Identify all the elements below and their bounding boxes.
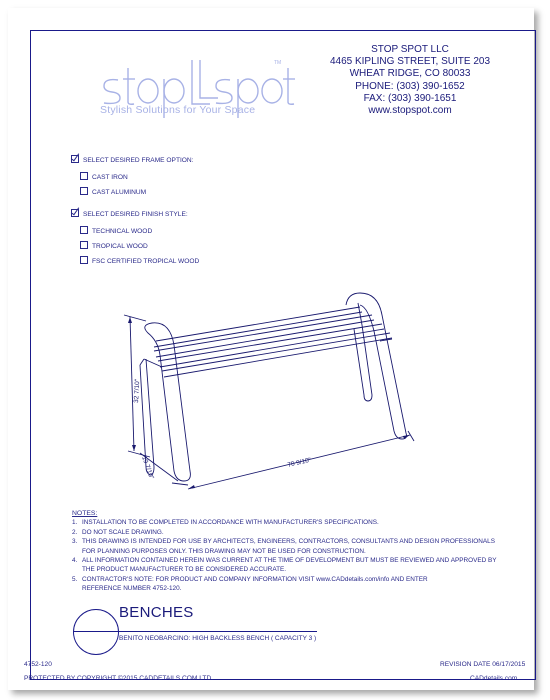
finish-style-heading[interactable]: SELECT DESIRED FINISH STYLE: — [71, 209, 188, 218]
trademark-mark: TM — [274, 60, 282, 66]
checkbox-icon[interactable] — [80, 187, 88, 195]
company-phone: PHONE: (303) 390-1652 — [355, 80, 465, 92]
title-underline — [73, 631, 317, 632]
stopspot-logo — [96, 58, 296, 128]
notes-heading: NOTES: — [72, 510, 98, 517]
length-dimension: 70 9/10" — [286, 456, 312, 469]
company-street: 4465 KIPLING STREET, SUITE 203 — [329, 56, 491, 68]
company-website[interactable]: www.stopspot.com — [368, 105, 452, 117]
company-info — [310, 44, 510, 117]
finish-style-tropical-wood[interactable]: TROPICAL WOOD — [80, 241, 148, 250]
notes-section — [72, 509, 522, 594]
note-item: 1. INSTALLATION TO BE COMPLETED IN ACCORDANCE WITH MANUFACTURER'S SPECIFICATIONS. — [72, 519, 379, 527]
reference-number: 4752-120 — [24, 661, 52, 668]
caddetails-link[interactable]: CADdetails.com — [470, 675, 518, 682]
drawing-subtitle: BENITO NEOBARCINO: HIGH BACKLESS BENCH ( CAPACITY 3 ) — [119, 635, 317, 642]
checkbox-icon[interactable] — [80, 172, 88, 180]
note-item: THE PRODUCT MANUFACTURER TO BE CONSIDERED ACCURATE. — [82, 566, 287, 574]
checkbox-checked-icon[interactable] — [71, 155, 79, 163]
frame-option-heading[interactable]: SELECT DESIRED FRAME OPTION: — [71, 155, 194, 164]
frame-option-cast-iron[interactable]: CAST IRON — [80, 172, 128, 181]
note-item: 2. DO NOT SCALE DRAWING. — [72, 528, 164, 536]
finish-style-fsc-wood[interactable]: FSC CERTIFIED TROPICAL WOOD — [80, 256, 199, 265]
note-item: 5. CONTRACTOR'S NOTE: FOR PRODUCT AND COMPANY INFORMATION VISIT www.CADdetails.com/info AND ENTER — [72, 575, 428, 583]
revision-date: REVISION DATE 06/17/2015 — [440, 661, 526, 668]
logo-tagline: Stylish Solutions for Your Space — [100, 104, 256, 116]
height-dimension: 32 7/10" — [133, 378, 142, 404]
checkbox-checked-icon[interactable] — [71, 209, 79, 217]
company-city: WHEAT RIDGE, CO 80033 — [349, 68, 471, 80]
note-item: 4. ALL INFORMATION CONTAINED HEREIN WAS CURRENT AT THE TIME OF DEVELOPMENT BUT MUST BE REVIEWED AND APPROVED BY — [72, 557, 497, 565]
finish-style-technical-wood[interactable]: TECHNICAL WOOD — [80, 226, 152, 235]
note-item: 3. THIS DRAWING IS INTENDED FOR USE BY ARCHITECTS, ENGINEERS, CONTRACTORS, CONSULTANTS AND DESIGN PROFESSIONALS — [72, 538, 495, 546]
bench-drawing — [110, 285, 440, 505]
checkbox-icon[interactable] — [80, 256, 88, 264]
company-name: STOP SPOT LLC — [371, 44, 449, 55]
checkbox-icon[interactable] — [80, 226, 88, 234]
company-fax: FAX: (303) 390-1651 — [363, 92, 457, 104]
note-item: REFERENCE NUMBER 4752-120. — [82, 585, 182, 593]
title-circle-symbol — [73, 609, 119, 655]
copyright-notice: PROTECTED BY COPYRIGHT ©2015 CADDETAILS.COM LTD. — [24, 675, 214, 682]
note-item: FOR PLANNING PURPOSES ONLY. THIS DRAWING MAY NOT BE USED FOR CONSTRUCTION. — [82, 547, 366, 555]
checkbox-icon[interactable] — [80, 241, 88, 249]
frame-option-cast-aluminum[interactable]: CAST ALUMINUM — [80, 187, 146, 196]
depth-dimension: 19 7/10" — [140, 455, 155, 481]
drawing-title: BENCHES — [119, 604, 194, 621]
